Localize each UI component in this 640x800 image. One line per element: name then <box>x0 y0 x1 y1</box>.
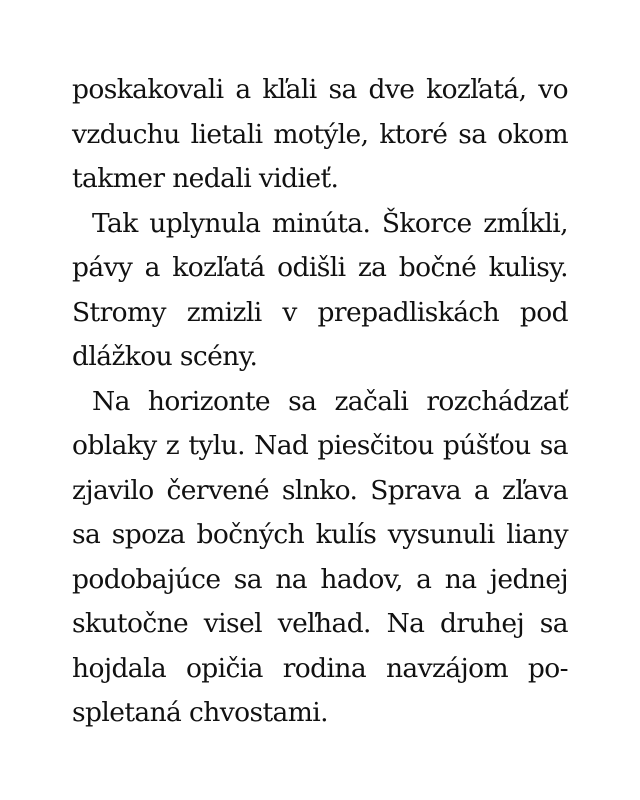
text-line: vzduchu lietali motýle, ktoré sa okom <box>72 118 568 150</box>
paragraph-start-line: Tak uplynula minúta. Škorce zmĺkli, <box>92 207 568 239</box>
text-line: zjavilo červené slnko. Sprava a zľava <box>72 474 568 506</box>
text-line: spletaná chvostami. <box>72 697 328 728</box>
text-line: sa spoza bočných kulís vysunuli liany <box>72 519 568 550</box>
paragraph-start-line: Na horizonte sa začali rozchádzať <box>92 385 568 417</box>
text-line: skutočne visel veľhad. Na druhej sa <box>72 608 568 639</box>
text-line: dlážkou scény. <box>72 341 258 372</box>
text-line: oblaky z tylu. Nad piesčitou púšťou sa <box>72 430 568 461</box>
text-line: poskakovali a kľali sa dve kozľatá, vo <box>72 74 568 105</box>
text-line: hojdala opičia rodina navzájom po- <box>72 652 568 684</box>
text-line: pávy a kozľatá odišli za bočné kulisy. <box>72 252 568 283</box>
text-line: Stromy zmizli v prepadliskách pod <box>72 296 568 328</box>
book-page <box>72 68 568 736</box>
text-line: takmer nedali vidieť. <box>72 163 339 194</box>
text-line: podobajúce sa na hadov, a na jednej <box>72 563 568 595</box>
